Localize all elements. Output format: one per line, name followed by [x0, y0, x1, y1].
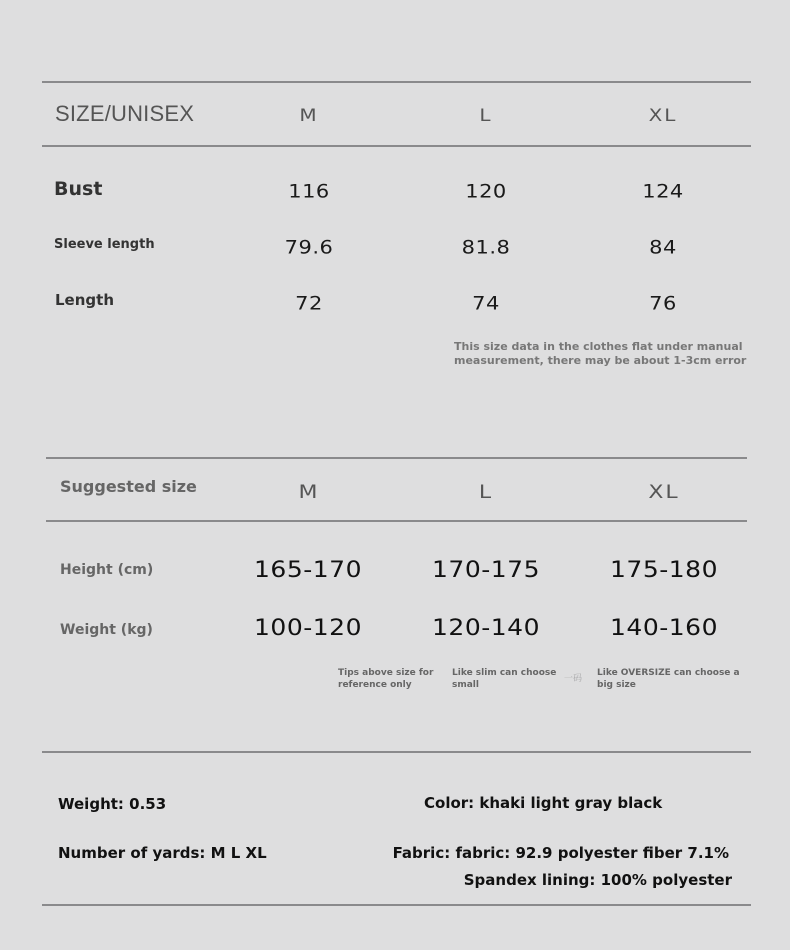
- size-table-top-rule: [42, 81, 751, 83]
- sleeve-l: 81.8: [461, 236, 511, 258]
- specs-bottom-rule: [42, 904, 751, 906]
- length-xl: 76: [649, 292, 677, 314]
- suggested-table-top-rule: [46, 457, 747, 459]
- size-table-header-rule: [42, 145, 751, 147]
- suggested-table-header: Suggested size: [60, 477, 197, 496]
- size-column-xl: XL: [648, 104, 678, 126]
- row-label-sleeve-length: Sleeve length: [54, 237, 155, 252]
- size-column-m: M: [299, 104, 319, 126]
- sleeve-m: 79.6: [284, 236, 334, 258]
- tip-reference-line1: Tips above size for: [338, 668, 434, 678]
- suggested-column-xl: XL: [648, 481, 680, 504]
- measurement-note: [454, 340, 754, 368]
- spec-fabric-line1: Fabric: fabric: 92.9 polyester fiber 7.1%: [392, 844, 729, 862]
- suggested-column-l: L: [478, 481, 494, 504]
- height-m: 165-170: [254, 556, 362, 583]
- height-l: 170-175: [432, 556, 540, 583]
- tip-reference-line2: reference only: [338, 680, 412, 690]
- bust-m: 116: [288, 180, 330, 202]
- tip-oversize-line1: Like OVERSIZE can choose a: [597, 668, 740, 678]
- bust-xl: 124: [642, 180, 684, 202]
- spec-weight: Weight: 0.53: [58, 795, 167, 813]
- length-m: 72: [295, 292, 323, 314]
- spec-color: Color: khaki light gray black: [424, 794, 663, 812]
- tip-slim-line1: Like slim can choose: [452, 668, 557, 678]
- size-table-header: SIZE/UNISEX: [55, 101, 195, 126]
- tip-oversize-line2: big size: [597, 680, 636, 690]
- suggested-table-header-rule: [46, 520, 747, 522]
- measurement-note-line1: This size data in the clothes flat under manual: [454, 340, 743, 353]
- weight-l: 120-140: [432, 614, 540, 641]
- tip-faint-mark: 一码: [564, 674, 583, 684]
- bust-l: 120: [465, 180, 507, 202]
- specs-top-rule: [42, 751, 751, 753]
- row-label-height: Height (cm): [60, 562, 154, 578]
- tip-reference: [338, 667, 448, 691]
- spec-yards: Number of yards: M L XL: [58, 844, 267, 862]
- row-label-weight: Weight (kg): [60, 622, 153, 638]
- weight-xl: 140-160: [610, 614, 718, 641]
- row-label-length: Length: [55, 291, 114, 309]
- weight-m: 100-120: [254, 614, 362, 641]
- sleeve-xl: 84: [649, 236, 677, 258]
- tip-slim-line2: small: [452, 680, 479, 690]
- tip-slim: [452, 667, 562, 691]
- size-column-l: L: [479, 104, 493, 126]
- spec-fabric-line2: Spandex lining: 100% polyester: [463, 871, 732, 889]
- measurement-note-line2: measurement, there may be about 1-3cm error: [454, 354, 747, 367]
- tip-oversize: [597, 667, 747, 691]
- row-label-bust: Bust: [54, 178, 103, 200]
- length-l: 74: [472, 292, 500, 314]
- height-xl: 175-180: [610, 556, 718, 583]
- suggested-column-m: M: [298, 481, 320, 504]
